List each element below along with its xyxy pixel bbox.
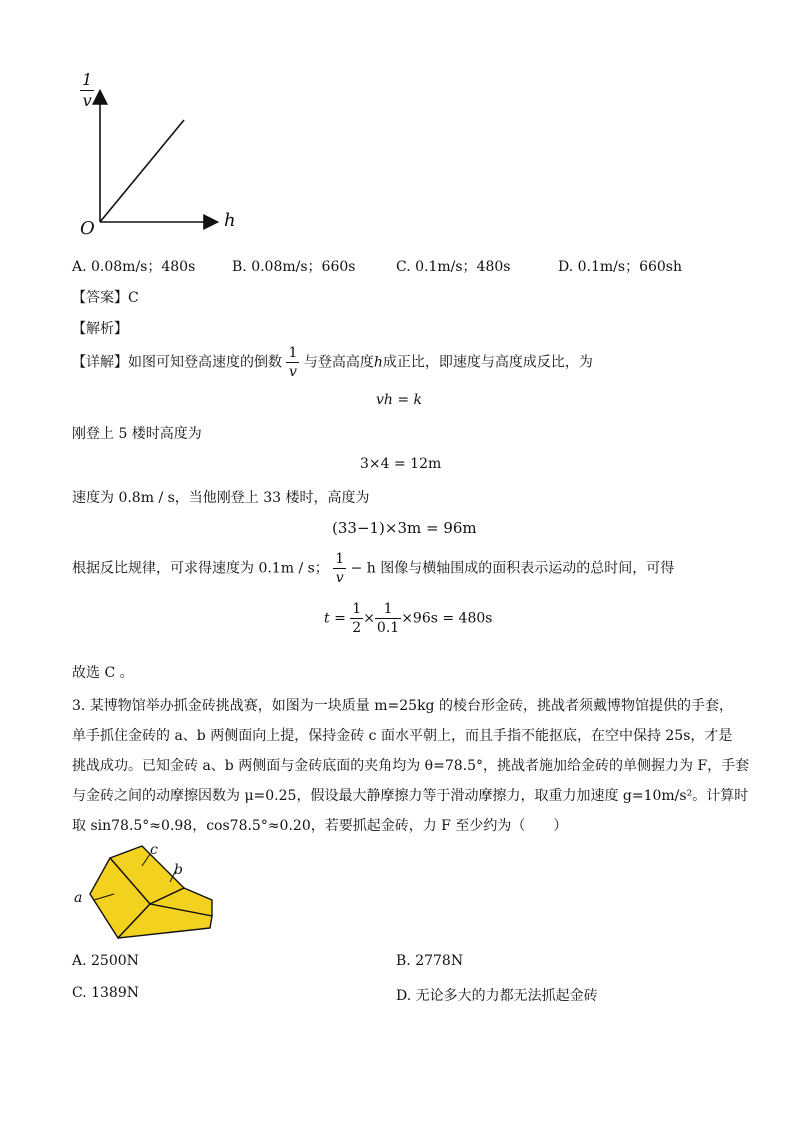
detail-line: 【详解】如图可知登高速度的倒数 $\frac{1}{v}$ 与登高高度h成正比，即速度与高度成反比，为 <box>72 345 593 380</box>
origin-label: O <box>80 218 95 239</box>
q3-line-5: 取 sin78.5°≈0.98，cos78.5°≈0.20，若要抓起金砖，力 F 至少约为（ ） <box>72 818 568 834</box>
q3-line-4: 与金砖之间的动摩擦因数为 μ=0.25，假设最大静摩擦力等于滑动摩擦力，取重力加速度 g=10m/s²。计算时 <box>72 788 749 804</box>
q2-option-c: C. 0.1m/s；480s <box>396 259 511 275</box>
brick-label-c: c <box>150 842 158 858</box>
brick-label-a: a <box>74 890 83 906</box>
choose-line: 故选 C 。 <box>72 665 134 681</box>
inverse-speed-graph <box>68 70 248 240</box>
q3-option-b: B. 2778N <box>396 953 464 969</box>
x-axis-label: h <box>224 210 236 231</box>
answer-value: C <box>128 290 139 306</box>
detail-fraction: $\frac{1}{v}$ <box>288 345 298 380</box>
q2-option-d: D. 0.1m/s；660sh <box>558 259 682 275</box>
q3-option-d: D. 无论多大的力都无法抓起金砖 <box>396 988 598 1004</box>
detail-tag: 【详解】 <box>72 354 128 371</box>
inverse-fraction: $\frac{1}{v}$ <box>335 551 345 586</box>
speed-line: 速度为 0.8m / s，当他刚登上 33 楼时，高度为 <box>72 490 370 506</box>
equation-time: t = $\frac{1}{2}$ × $\frac{1}{0.1}$ ×96s = 480s <box>324 601 493 636</box>
q2-option-a: A. 0.08m/s；480s <box>72 259 196 275</box>
equation-height-96m: (33−1)×3m = 96m <box>332 519 477 537</box>
q3-line-2: 单手抓住金砖的 a、b 两侧面向上提，保持金砖 c 面水平朝上，而且手指不能抠底，在空中保持 25s，才是 <box>72 728 733 744</box>
q3-option-c: C. 1389N <box>72 985 139 1001</box>
answer-line <box>72 287 139 307</box>
brick-label-b: b <box>174 862 183 878</box>
y-axis-label: $\frac{1}{v}$ <box>82 70 93 110</box>
graph-line <box>100 120 184 222</box>
equation-vh-k: vh = k <box>376 392 423 408</box>
q2-option-b: B. 0.08m/s；660s <box>232 259 356 275</box>
equation-height-12m: 3×4 = 12m <box>360 456 442 472</box>
analysis-tag: 【解析】 <box>72 321 128 337</box>
q3-line-1: 3. 某博物馆举办抓金砖挑战赛，如图为一块质量 m=25kg 的棱台形金砖，挑战者须戴博物馆提供的手套， <box>72 698 733 714</box>
answer-tag: 【答案】 <box>72 290 128 306</box>
q3-option-a: A. 2500N <box>72 953 139 969</box>
inverse-line: 根据反比规律，可求得速度为 0.1m / s； $\frac{1}{v}$ − h 图像与横轴围成的面积表示运动的总时间，可得 <box>72 551 675 586</box>
q3-line-3: 挑战成功。已知金砖 a、b 两侧面与金砖底面的夹角均为 θ=78.5°，挑战者施加给金砖的单侧握力为 F，手套 <box>72 758 750 774</box>
floor5-line: 刚登上 5 楼时高度为 <box>72 426 202 442</box>
